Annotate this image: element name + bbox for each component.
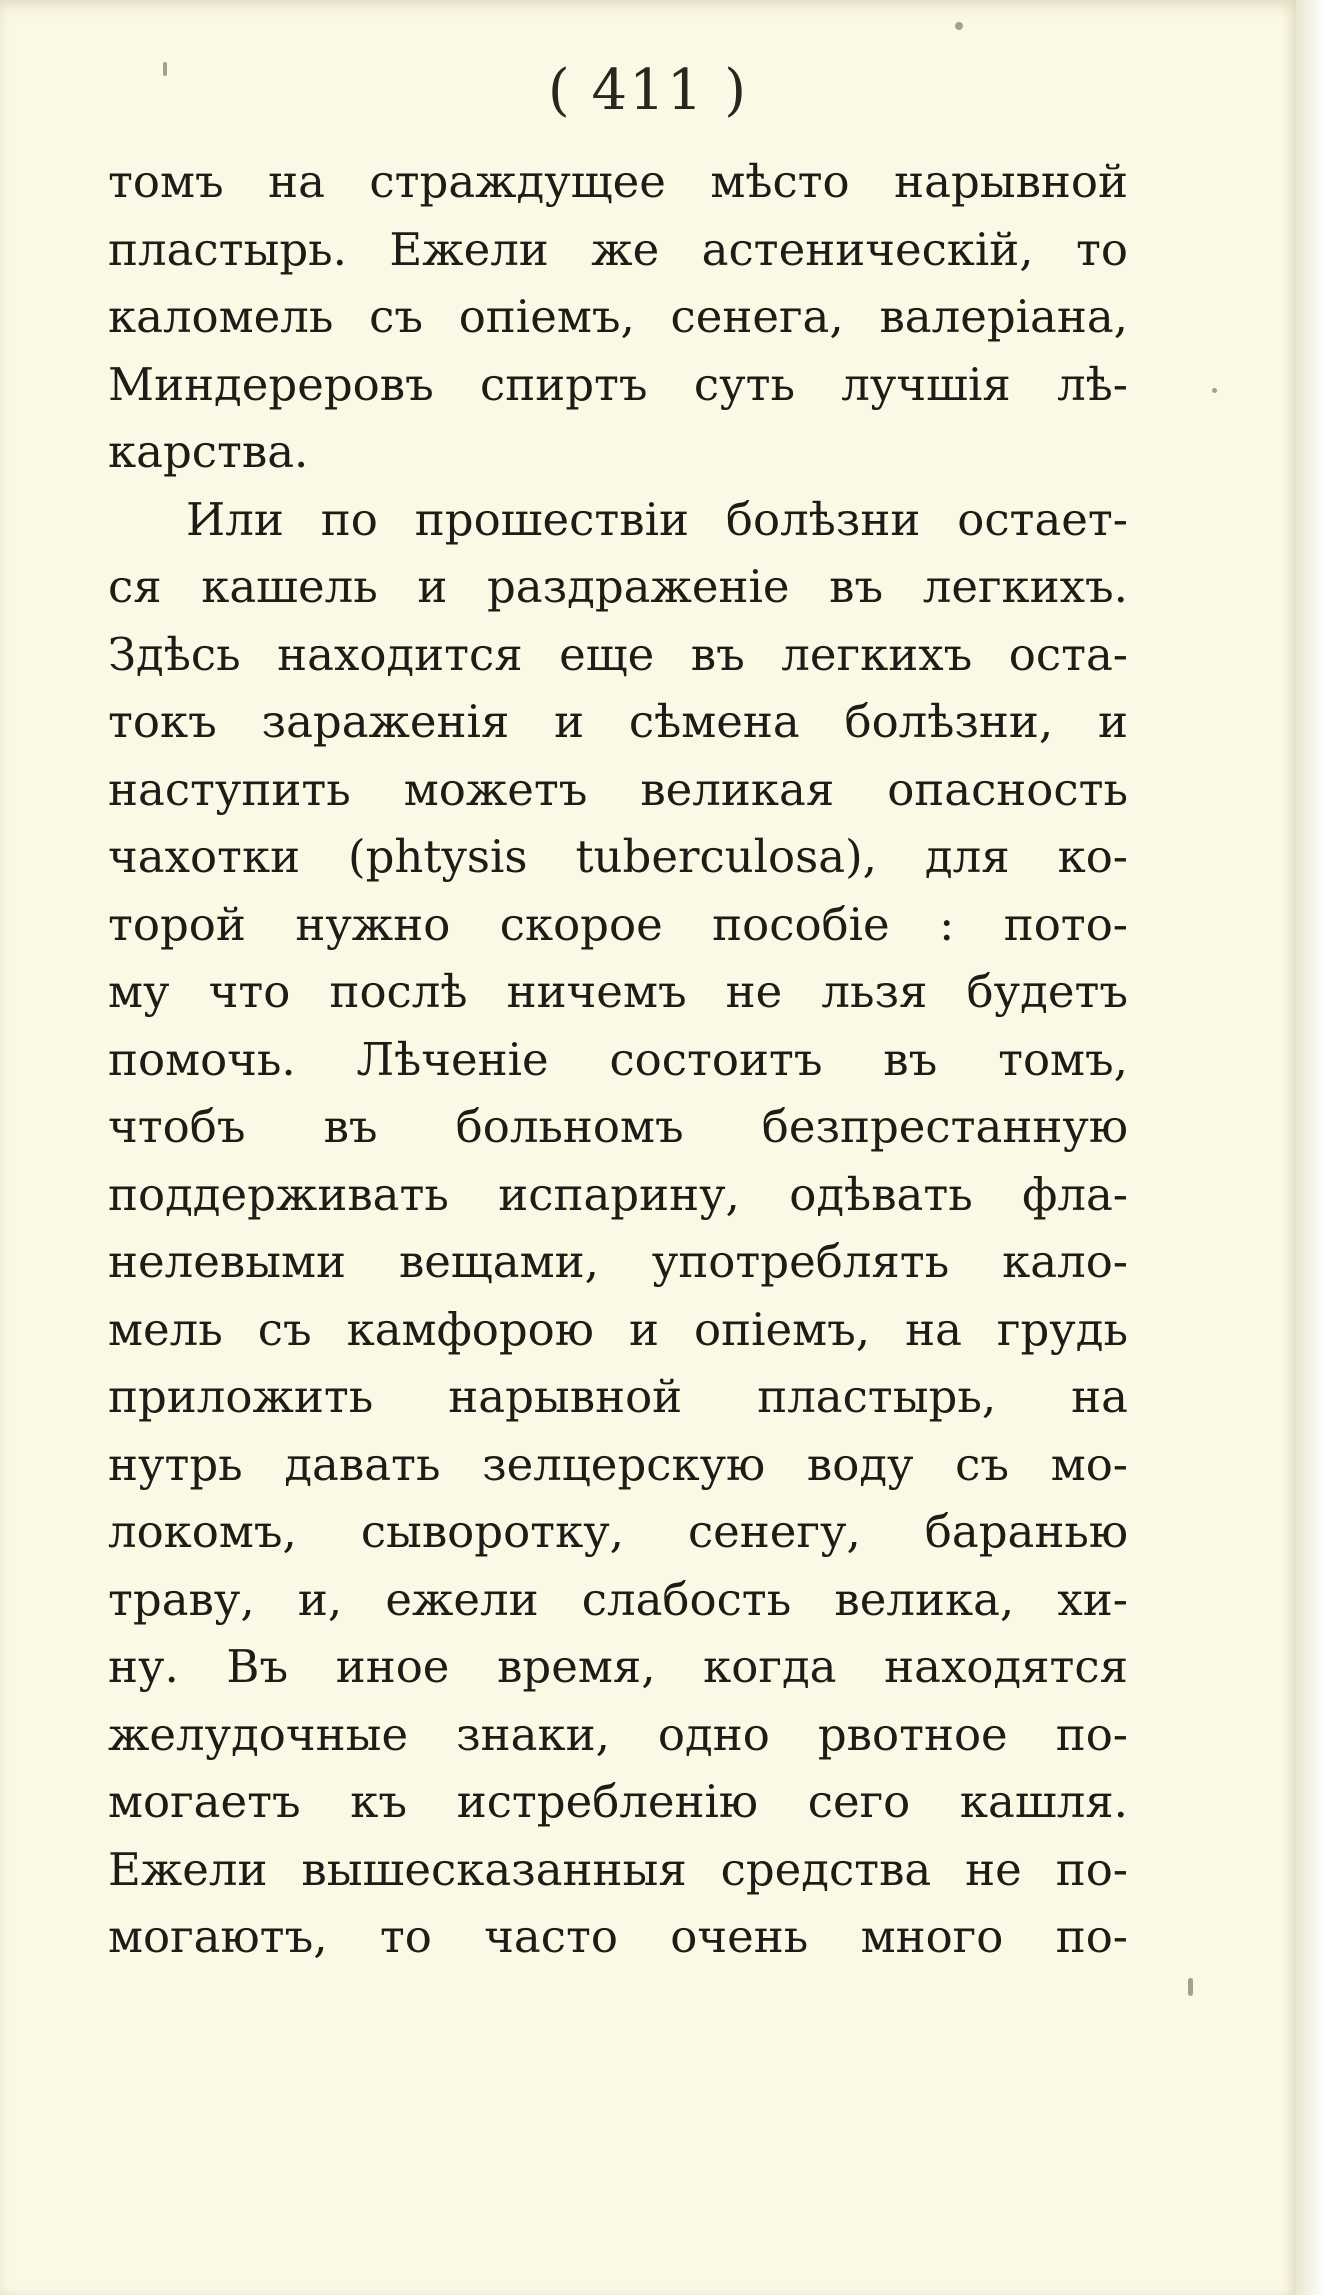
text-line: каломель съ опіемъ, сенега, валеріана,	[108, 290, 1128, 343]
text-line: токъ зараженія и сѣмена болѣзни, и	[108, 695, 1128, 748]
text-line: Или по прошествіи болѣзни остает-	[186, 492, 1128, 546]
text-line: мель съ камфорою и опіемъ, на грудь	[108, 1302, 1128, 1356]
ink-speck	[955, 22, 963, 30]
text-line: наступить можетъ великая опасность	[108, 762, 1128, 816]
text-line: желудочные знаки, одно рвотное по-	[108, 1707, 1128, 1761]
ink-speck	[1212, 388, 1217, 393]
text-line: могаетъ къ истребленію сего кашля.	[108, 1775, 1128, 1828]
text-line: пластырь. Ежели же астеническій, то	[108, 222, 1128, 276]
text-line: чтобъ въ больномъ безпрестанную	[108, 1100, 1128, 1153]
text-line: му что послѣ ничемъ не льзя будетъ	[108, 965, 1128, 1018]
text-line: Ежели вышесказанныя средства не по-	[108, 1842, 1128, 1896]
text-line: приложить нарывной пластырь, на	[108, 1370, 1128, 1423]
ink-speck	[163, 62, 167, 76]
page-edge	[1296, 0, 1326, 2295]
text-line: Здѣсь находится еще въ легкихъ оста-	[108, 627, 1128, 681]
text-line: могаютъ, то часто очень много по-	[108, 1910, 1128, 1963]
text-line: ну. Въ иное время, когда находятся	[108, 1640, 1128, 1693]
text-line: томъ на страждущее мѣсто нарывной	[108, 155, 1128, 208]
body-text	[108, 148, 1128, 1971]
text-line: нутрь давать зелцерскую воду съ мо-	[108, 1437, 1128, 1491]
text-line: чахотки (phtysis tuberculosa), для ко-	[108, 830, 1128, 883]
text-line: нелевыми вещами, употреблять кало-	[108, 1235, 1128, 1288]
text-line: ся кашель и раздраженіе въ легкихъ.	[108, 560, 1128, 613]
text-line: траву, и, ежели слабость велика, хи-	[108, 1572, 1128, 1626]
text-line: помочь. Лѣченіе состоитъ въ томъ,	[108, 1032, 1128, 1086]
page-number: ( 411 )	[547, 58, 749, 123]
text-line: торой нужно скорое пособіе : пото-	[108, 897, 1128, 951]
text-line: Миндереровъ спиртъ суть лучшія лѣ-	[108, 357, 1128, 411]
text-line: локомъ, сывоpотку, сенегу, баранью	[108, 1505, 1128, 1558]
text-line: поддерживать испарину, одѣвать фла-	[108, 1167, 1128, 1221]
ink-speck	[1188, 1978, 1193, 1996]
text-line: карства.	[108, 425, 309, 478]
